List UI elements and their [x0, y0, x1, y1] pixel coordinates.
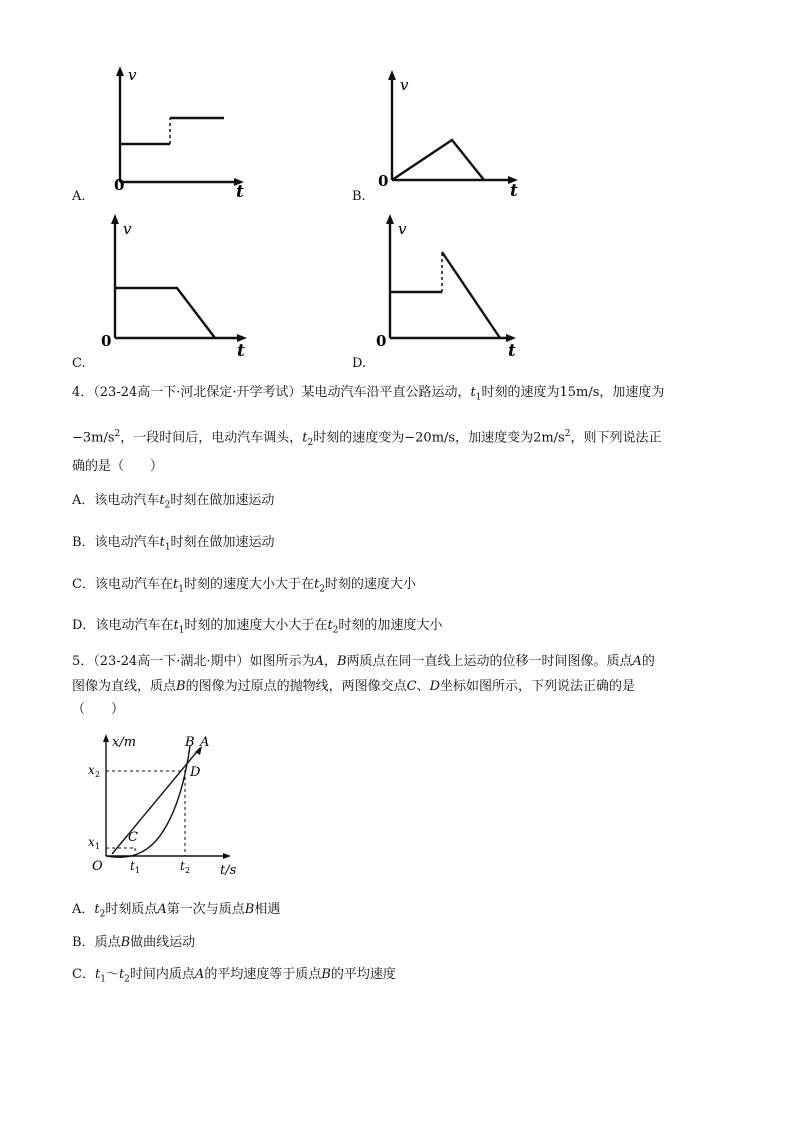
point-c-label: C: [128, 830, 138, 845]
graph-option-d: [370, 210, 530, 360]
origin-label: 0: [376, 332, 387, 350]
t-axis-label: t: [237, 341, 245, 361]
option-text: 第一次与质点: [166, 902, 245, 917]
option-point: A: [194, 967, 205, 982]
option-var: t: [118, 967, 125, 982]
option-var: t: [159, 535, 165, 550]
option-letter: C．: [72, 577, 95, 592]
t1-sub: 1: [135, 866, 141, 875]
q5-stem-line2: [72, 680, 635, 693]
q4-stem-text: ，一段时间后，电动汽车调头，: [120, 430, 303, 446]
q5-point: A: [632, 654, 642, 669]
t2-sub: 2: [185, 866, 191, 875]
option-var-sub: 2: [99, 909, 106, 920]
x-axis-label: t/s: [220, 863, 237, 878]
option-text: 时刻的速度大小: [324, 577, 416, 592]
option-text: 时刻质点: [105, 902, 158, 917]
v-axis-label: v: [398, 220, 407, 238]
option-var: t: [94, 902, 100, 917]
option-b-letter: B.: [352, 189, 366, 204]
option-letter: A．: [72, 493, 95, 508]
option-text: 该电动汽车在: [95, 618, 174, 633]
option-point: B: [120, 935, 131, 950]
option-text: 的平均速度等于质点: [204, 967, 322, 982]
q5-stem-text: 的: [641, 654, 655, 669]
q5-option-a[interactable]: [72, 903, 280, 920]
q4-option-a[interactable]: [72, 494, 274, 511]
option-var-sub: 2: [319, 584, 325, 595]
option-text: 该电动汽车: [94, 535, 160, 550]
q5-stem-text: ，: [323, 654, 337, 669]
option-letter: B．: [72, 935, 95, 950]
t-axis-label: t: [236, 182, 244, 202]
option-letter: C．: [72, 967, 95, 982]
q4-stem-text: 时刻的速度变为−20m/s，加速度变为2m/s: [313, 430, 565, 446]
q5-option-b[interactable]: [72, 936, 195, 949]
q4-var: t: [302, 430, 308, 446]
option-point: A: [157, 902, 167, 917]
point-d-label: D: [190, 765, 201, 780]
option-var: t: [173, 618, 179, 633]
option-var-sub: 2: [124, 974, 130, 985]
q5-option-c[interactable]: [72, 968, 396, 985]
option-text: 做曲线运动: [130, 935, 196, 950]
q5-point: B: [176, 679, 186, 694]
q4-stem-text: −3m/s: [72, 430, 115, 446]
q5-point: B: [336, 654, 347, 669]
origin-label: 0: [101, 332, 112, 350]
curve-b-label: B: [185, 735, 195, 750]
v-axis-label: v: [400, 76, 409, 94]
option-var-sub: 1: [178, 584, 184, 595]
q5-position-time-graph: [82, 728, 242, 878]
option-var: t: [313, 577, 320, 592]
q4-var-sub: 1: [475, 392, 482, 403]
graph-option-c: [95, 210, 255, 360]
q4-stem-text: 时刻的速度为15m/s，加速度为: [481, 385, 665, 400]
option-text: 质点: [94, 935, 121, 950]
q5-stem-text: 坐标如图所示，下列说法正确的是: [440, 679, 636, 694]
option-letter: D．: [72, 618, 96, 633]
y-axis-label: x/m: [112, 735, 137, 750]
option-text: 时刻的速度大小大于在: [183, 577, 314, 592]
q4-number: 4．: [72, 385, 94, 400]
x1-sub: 1: [95, 842, 101, 851]
q5-number: 5．: [72, 654, 94, 669]
option-var: t: [159, 493, 165, 508]
q4-stem-text: 某电动汽车沿平直公路运动，: [301, 385, 471, 400]
q4-stem-line2: [72, 430, 661, 448]
option-text: 时间内质点: [129, 967, 195, 982]
q4-option-b[interactable]: [72, 536, 275, 553]
option-text: 相遇: [254, 902, 281, 917]
option-c-letter: C.: [72, 356, 86, 371]
q5-stem-line3: （ ）: [72, 702, 125, 717]
origin-label: 0: [378, 172, 389, 190]
q5-stem-text: 、: [416, 679, 430, 694]
x1-label: x: [88, 835, 95, 849]
x2-label: x: [88, 763, 95, 777]
q4-source: （23-24高一下·河北保定·开学考试）: [93, 385, 302, 400]
origin-label: 0: [114, 176, 125, 194]
q4-var-sub: 2: [307, 437, 314, 448]
option-point: B: [321, 967, 331, 982]
option-var: t: [172, 577, 179, 592]
q4-stem-line1: [72, 386, 664, 403]
graph-option-b: [372, 66, 532, 206]
q4-stem-line3: 确的是（ ）: [72, 459, 164, 474]
q5-stem-text: 如图所示为: [249, 654, 315, 669]
option-text: 时刻的加速度大小大于在: [184, 618, 328, 633]
graph-option-a: [100, 62, 260, 202]
option-text: ～: [105, 967, 119, 982]
option-letter: A．: [72, 902, 95, 917]
option-text: 时刻的加速度大小: [338, 618, 443, 633]
q5-stem-text: 的图像为过原点的抛物线，两图像交点: [185, 679, 407, 694]
v-axis-label: v: [123, 220, 132, 238]
option-var-sub: 2: [164, 500, 171, 511]
option-text: 该电动汽车在: [94, 577, 173, 592]
option-var: t: [327, 618, 333, 633]
q5-stem-text: 图像为直线，质点: [72, 679, 177, 694]
q5-source: （23-24高一下·湖北·期中）: [93, 654, 250, 669]
q5-stem-text: 两质点在同一直线上运动的位移一时间图像。质点: [346, 654, 633, 669]
option-a-letter: A.: [72, 189, 86, 204]
option-text: 该电动汽车: [94, 493, 160, 508]
q4-option-d[interactable]: [72, 619, 442, 636]
option-var-sub: 1: [100, 974, 106, 985]
option-letter: B．: [72, 535, 95, 550]
option-var-sub: 1: [164, 542, 171, 553]
t-axis-label: t: [510, 181, 518, 201]
q4-sup: 2: [114, 429, 121, 439]
option-text: 时刻在做加速运动: [170, 493, 275, 508]
option-text: 的平均速度: [330, 967, 396, 982]
v-axis-label: v: [128, 66, 137, 84]
q4-sup: 2: [564, 429, 571, 439]
option-text: 时刻在做加速运动: [170, 535, 275, 550]
t-axis-label: t: [508, 341, 516, 361]
option-d-letter: D.: [352, 356, 367, 371]
x2-sub: 2: [95, 770, 101, 779]
option-var-sub: 2: [332, 625, 339, 636]
option-var: t: [94, 967, 101, 982]
q4-stem-text: ，则下列说法正: [570, 430, 662, 446]
t2-label: t: [180, 859, 185, 873]
option-point: B: [244, 902, 255, 917]
q5-point: C: [406, 679, 417, 694]
option-var-sub: 1: [178, 625, 185, 636]
q4-option-c[interactable]: [72, 578, 416, 595]
q5-stem-line1: [72, 655, 655, 668]
q5-point: D: [429, 679, 440, 694]
q5-point: A: [314, 654, 324, 669]
origin-label: O: [92, 859, 103, 874]
t1-label: t: [130, 859, 135, 873]
line-a-label: A: [200, 735, 210, 750]
q4-var: t: [470, 385, 476, 400]
